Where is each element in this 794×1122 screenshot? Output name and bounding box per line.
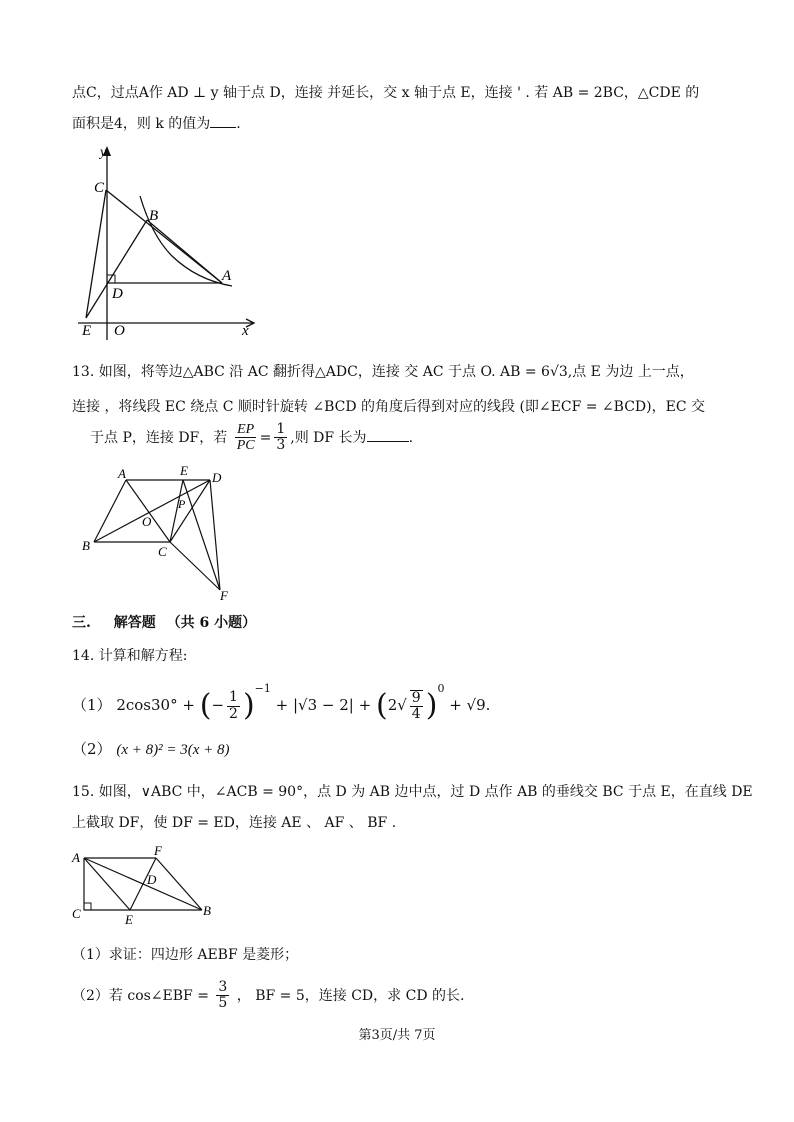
- label-O: O: [114, 323, 125, 339]
- q15-frac-den: 5: [218, 995, 228, 1012]
- q13-figure: [78, 462, 248, 604]
- q12-answer-blank: [210, 113, 236, 128]
- segment-CE: [86, 190, 106, 318]
- segment-BD: [94, 480, 210, 542]
- q12-line2-post: .: [236, 116, 241, 132]
- section3-heading: [72, 612, 256, 632]
- q15-part2: [72, 980, 464, 1012]
- segment-AE: [84, 858, 130, 910]
- q14-p2-expr: (x + 8)² = 3(x + 8): [116, 742, 230, 758]
- paren-open-2: (: [375, 688, 388, 723]
- label-y: y: [100, 145, 107, 160]
- q12-figure: [72, 140, 272, 340]
- paren-open-1: (: [199, 688, 212, 723]
- q12-text-line2: [72, 113, 241, 133]
- q13-frac-den: PC: [236, 438, 255, 454]
- q15-text-line1: 15. 如图，∨ABC 中，∠ACB = 90°，点 D 为 AB 边中点，过 D 点作 AB 的垂线交 BC 于点 E，在直线 DE: [72, 784, 753, 800]
- label-D: D: [147, 872, 157, 887]
- section3-subtitle: （共 6 小题）: [166, 615, 257, 631]
- label-B: B: [82, 538, 90, 553]
- q13-value-fraction: [274, 422, 287, 454]
- label-P: P: [178, 497, 186, 511]
- q15-cos-fraction: [216, 980, 229, 1012]
- q14-p1-c: 2: [387, 696, 398, 714]
- label-A: A: [222, 268, 232, 284]
- q13-text-line1: 13. 如图，将等边△ABC 沿 AC 翻折得△ADC，连接 交 AC 于点 O. AB = 6√3,点 E 为边 上一点，: [72, 364, 694, 380]
- paren-close-2: ): [425, 688, 438, 723]
- segment-BA: [147, 220, 222, 283]
- q14-part2: [72, 738, 230, 759]
- q14-p1-exp: −1: [254, 682, 271, 695]
- q14-p1-frac2-num: 9: [411, 689, 421, 706]
- q13-val-num: 1: [276, 421, 286, 437]
- q14-p1-fraction: [227, 690, 240, 722]
- q12-text-line1: 点C，过点A作 AD ⊥ y 轴于点 D，连接 并延长，交 x 轴于点 E，连接 ' . 若 AB = 2BC，△CDE 的: [72, 85, 700, 101]
- label-B: B: [203, 903, 211, 918]
- label-B: B: [149, 208, 159, 224]
- q14-part1: （1） 2cos30° + (− $\frac{1}{2}$ )$^{-1}$ + |√3 − 2| + (2√ $\frac{9}{4}$ )$^0$ + √9.: [72, 682, 491, 723]
- label-F: F: [154, 844, 162, 858]
- q13-answer-blank: [367, 427, 409, 442]
- paren-close-1: ): [242, 688, 255, 723]
- q14-p1-d: + √9.: [449, 696, 491, 714]
- label-E: E: [82, 323, 92, 339]
- q14-p1-frac-num: 1: [229, 689, 238, 706]
- label-O: O: [142, 514, 152, 529]
- q13-text-line2: 连接 ，将线段 EC 绕点 C 顺时针旋转 ∠BCD 的角度后得到对应的线段 (即∠ECF = ∠BCD)，EC 交: [72, 399, 705, 415]
- segment-AB: [94, 480, 126, 542]
- section3-title: 解答题: [113, 615, 156, 631]
- label-E: E: [125, 912, 133, 926]
- q15-p2-pre: （2）若 cos∠EBF =: [72, 987, 209, 1004]
- right-angle-mark: [84, 903, 91, 910]
- label-C: C: [94, 180, 105, 196]
- q14-p1-a: 2cos30° +: [116, 696, 195, 714]
- q15-p2-post: ， BF = 5，连接 CD，求 CD 的长.: [236, 987, 465, 1004]
- q12-line2-pre: 面积是4，则 k 的值为: [72, 116, 211, 132]
- q14-p1-frac-den: 2: [229, 705, 238, 722]
- label-D: D: [112, 286, 123, 302]
- q15-part1: （1）求证：四边形 AEBF 是菱形；: [72, 947, 299, 963]
- label-E: E: [180, 463, 188, 478]
- q14-p1-exp2: 0: [437, 682, 445, 695]
- q14-p2-label: （2）: [72, 740, 112, 758]
- q13-eq: =: [259, 429, 272, 446]
- label-F: F: [220, 588, 228, 603]
- q13-line3-pre: 于点 P，连接 DF，若: [90, 429, 228, 446]
- segment-FB: [156, 858, 202, 910]
- q13-line3-post: ,则 DF 长为: [290, 429, 367, 446]
- q14-title: 14. 计算和解方程:: [72, 648, 188, 664]
- label-x: x: [242, 323, 249, 339]
- q14-p1-label: （1）: [72, 696, 112, 714]
- q13-line3-end: .: [408, 429, 414, 446]
- label-A: A: [118, 466, 126, 481]
- segment-EB: [86, 220, 147, 318]
- q13-ratio-fraction: [235, 422, 257, 454]
- q14-p1-fraction2: [410, 690, 423, 723]
- q13-frac-num: EP: [237, 422, 255, 437]
- q13-val-den: 3: [276, 437, 286, 454]
- q15-frac-num: 3: [218, 979, 228, 995]
- q15-text-line2: 上截取 DF，使 DF = ED，连接 AE 、 AF 、 BF .: [72, 815, 397, 831]
- q15-figure: [70, 844, 220, 926]
- q14-p1-b: + |√3 − 2| +: [275, 696, 372, 714]
- label-C: C: [158, 544, 167, 559]
- segment-AC: [126, 480, 170, 542]
- label-A: A: [72, 850, 80, 865]
- q13-text-line3: [90, 422, 413, 454]
- label-C: C: [72, 906, 81, 921]
- q14-p1-frac2-den: 4: [411, 706, 421, 722]
- section3-number: 三.: [72, 615, 91, 631]
- label-D: D: [212, 470, 222, 485]
- page-footer: 第3页/共 7页: [358, 1028, 436, 1043]
